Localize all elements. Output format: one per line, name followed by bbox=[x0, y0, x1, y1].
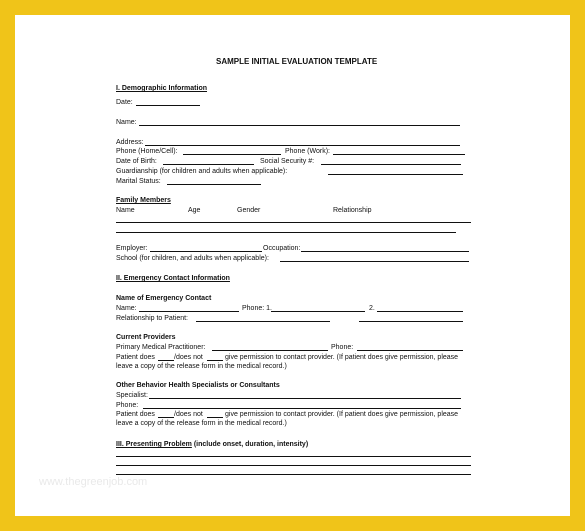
date-field[interactable] bbox=[136, 105, 200, 106]
family-col-relationship: Relationship bbox=[333, 207, 372, 214]
occupation-label: Occupation: bbox=[263, 245, 301, 252]
emergency-phone1-label: Phone: 1. bbox=[242, 305, 272, 312]
pmp-phone-label: Phone: bbox=[331, 344, 354, 351]
emergency-relationship-field-2[interactable] bbox=[359, 321, 463, 322]
other-specialists-heading: Other Behavior Health Specialists or Consultants bbox=[116, 382, 280, 389]
providers-permission-text-2: leave a copy of the release form in the medical record.) bbox=[116, 363, 287, 370]
other-permission-does: Patient does bbox=[116, 411, 155, 418]
date-label: Date: bbox=[116, 99, 133, 106]
watermark: www.thegreenjob.com bbox=[39, 476, 148, 488]
guardianship-field[interactable] bbox=[328, 174, 463, 175]
guardianship-label: Guardianship (for children and adults when applicable): bbox=[116, 168, 288, 175]
providers-heading: Current Providers bbox=[116, 334, 176, 341]
emergency-name-field[interactable] bbox=[139, 311, 239, 312]
employer-field[interactable] bbox=[150, 251, 262, 252]
emergency-phone1-field[interactable] bbox=[271, 311, 365, 312]
providers-does-not-field[interactable] bbox=[207, 360, 223, 361]
specialist-phone-label: Phone: bbox=[116, 402, 139, 409]
other-permission-text: give permission to contact provider. (If patient does give permission, please bbox=[225, 411, 459, 418]
marital-label: Marital Status: bbox=[116, 178, 161, 185]
phone-work-label: Phone (Work): bbox=[285, 148, 330, 155]
presenting-line[interactable] bbox=[116, 465, 471, 466]
address-label: Address: bbox=[116, 139, 144, 146]
emergency-phone2-field[interactable] bbox=[377, 311, 463, 312]
pmp-phone-field[interactable] bbox=[357, 350, 463, 351]
phone-home-label: Phone (Home/Cell): bbox=[116, 148, 178, 155]
specialist-phone-field[interactable] bbox=[143, 408, 461, 409]
other-permission-does-not: /does not bbox=[174, 411, 203, 418]
section-emergency-heading: II. Emergency Contact Information bbox=[116, 275, 230, 282]
pmp-label: Primary Medical Practitioner: bbox=[116, 344, 206, 351]
other-does-field[interactable] bbox=[158, 417, 174, 418]
address-field[interactable] bbox=[145, 145, 460, 146]
section-demographic-heading: I. Demographic Information bbox=[116, 85, 208, 92]
presenting-heading-note: (include onset, duration, intensity) bbox=[193, 441, 309, 448]
presenting-line[interactable] bbox=[116, 474, 471, 475]
presenting-heading-text: III. Presenting Problem bbox=[116, 441, 192, 448]
family-row-line[interactable] bbox=[116, 222, 471, 223]
document-page bbox=[15, 15, 570, 516]
dob-field[interactable] bbox=[163, 164, 254, 165]
providers-permission-does: Patient does bbox=[116, 354, 155, 361]
emergency-name-label: Name: bbox=[116, 305, 137, 312]
school-field[interactable] bbox=[280, 261, 469, 262]
providers-permission-does-not: /does not bbox=[174, 354, 203, 361]
emergency-name-heading: Name of Emergency Contact bbox=[116, 295, 212, 302]
providers-does-field[interactable] bbox=[158, 360, 174, 361]
marital-field[interactable] bbox=[167, 184, 261, 185]
ssn-label: Social Security #: bbox=[260, 158, 315, 165]
pmp-field[interactable] bbox=[212, 350, 328, 351]
emergency-relationship-label: Relationship to Patient: bbox=[116, 315, 188, 322]
dob-label: Date of Birth: bbox=[116, 158, 157, 165]
other-does-not-field[interactable] bbox=[207, 417, 223, 418]
document-title: SAMPLE INITIAL EVALUATION TEMPLATE bbox=[216, 57, 378, 66]
family-col-age: Age bbox=[188, 207, 201, 214]
presenting-line[interactable] bbox=[116, 456, 471, 457]
phone-home-field[interactable] bbox=[183, 154, 281, 155]
other-permission-text-2: leave a copy of the release form in the medical record.) bbox=[116, 420, 287, 427]
specialist-label: Specialist: bbox=[116, 392, 148, 399]
specialist-field[interactable] bbox=[149, 398, 461, 399]
employer-label: Employer: bbox=[116, 245, 148, 252]
name-field[interactable] bbox=[139, 125, 460, 126]
emergency-phone2-label: 2. bbox=[369, 305, 375, 312]
occupation-field[interactable] bbox=[301, 251, 469, 252]
family-col-name: Name bbox=[116, 207, 135, 214]
school-label: School (for children, and adults when applicable): bbox=[116, 255, 269, 262]
providers-permission-text: give permission to contact provider. (If patient does give permission, please bbox=[225, 354, 459, 361]
emergency-relationship-field[interactable] bbox=[196, 321, 330, 322]
phone-work-field[interactable] bbox=[333, 154, 465, 155]
name-label: Name: bbox=[116, 119, 137, 126]
ssn-field[interactable] bbox=[321, 164, 461, 165]
family-row-line[interactable] bbox=[116, 232, 456, 233]
section-presenting-heading bbox=[116, 440, 308, 449]
family-heading: Family Members bbox=[116, 197, 171, 204]
family-col-gender: Gender bbox=[237, 207, 261, 214]
